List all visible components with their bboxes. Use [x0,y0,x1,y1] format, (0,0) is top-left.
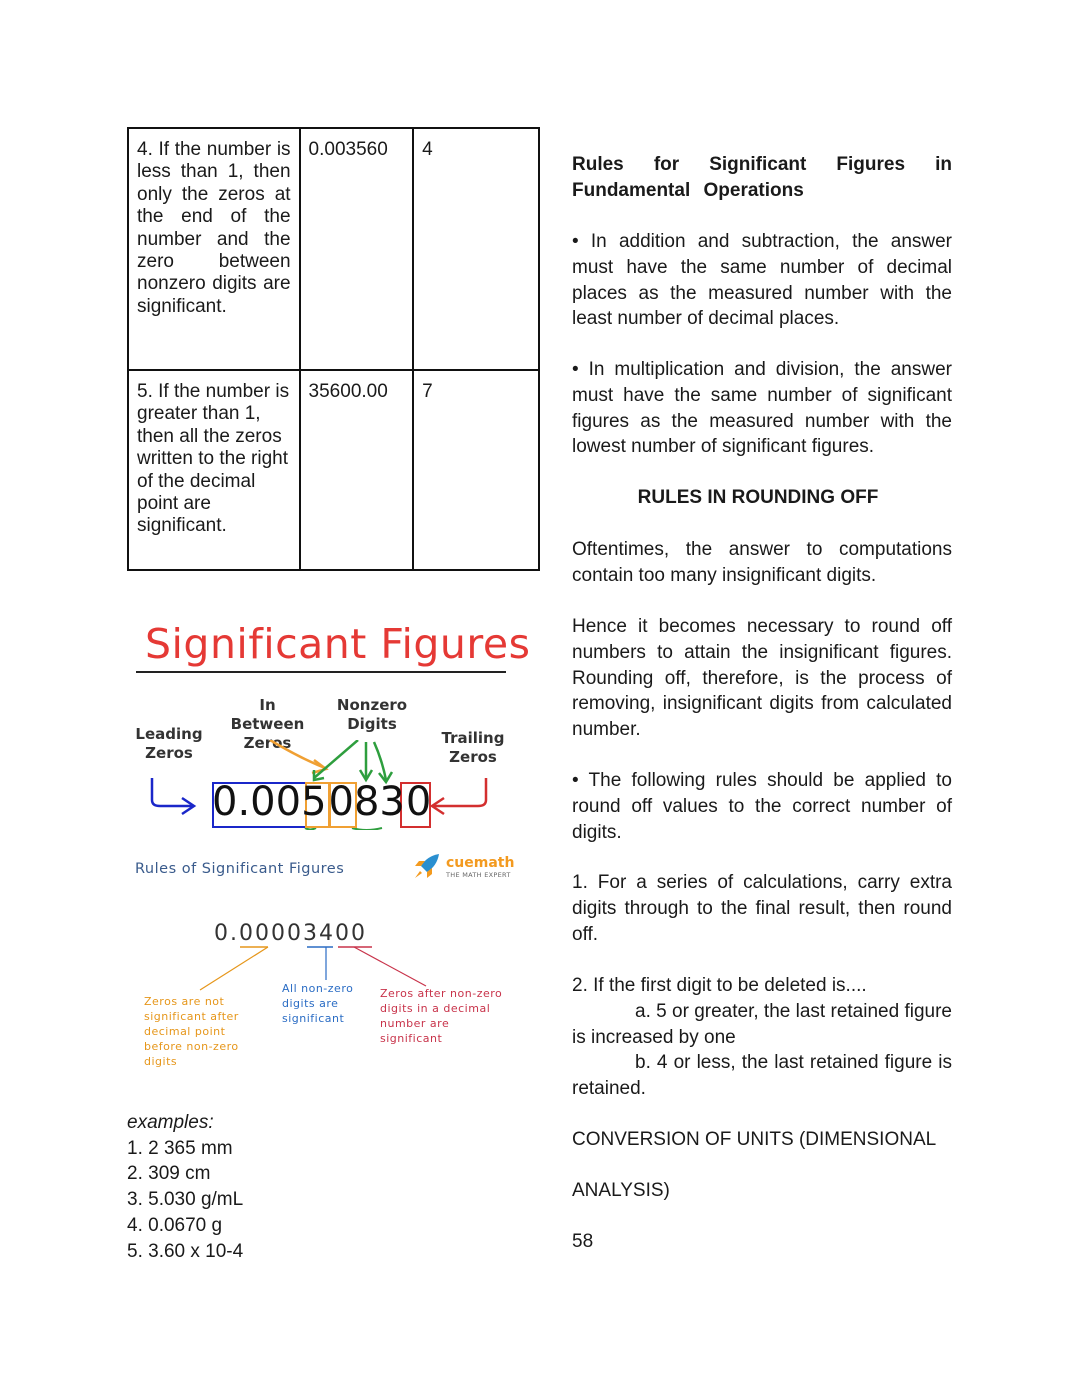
paragraph: Oftentimes, the answer to computations contain too many insignificant digits. [572,539,952,586]
rounding-rule-1: 1. For a series of calculations, carry extra digits through to the final result, then round off. [572,872,952,945]
figure-caption: Rules of Significant Figures [135,861,345,877]
figure2-number: 0.00003400 [214,921,367,946]
example-cell: 0.003560 [300,128,414,370]
label-in-between-zeros: In Between Zeros [230,696,305,752]
title-underline [136,671,506,673]
list-item: 1. 2 365 mm [127,1137,233,1159]
section-heading: Rules for Significant Figures in Fundamental Operations [572,154,952,201]
list-item: 5. 3.60 x 10-4 [127,1240,244,1262]
note-trailing-zeros: Zeros after non-zero digits in a decimal number are significant [380,987,503,1045]
label-nonzero-digits: Nonzero Digits [336,696,408,733]
paragraph: Hence it becomes necessary to round off numbers to attain the insignificant figures. Rounding off, therefore, is the process of removing, insignificant digits from calculated number. [572,616,952,741]
examples-list [127,1110,243,1264]
example-number [212,781,431,827]
rounding-rule-2b: b. 4 or less, the last retained figure is retained. [572,1052,952,1099]
example-cell: 35600.00 [300,370,414,570]
list-item: 4. 0.0670 g [127,1214,223,1236]
rounding-heading: RULES IN ROUNDING OFF [637,487,879,508]
list-item: 2. 309 cm [127,1163,211,1185]
note-nonzero-digits: All non-zero digits are significant [282,982,354,1025]
rule-cell: 4. If the number is less than 1, then only the zeros at the end of the number and the zero between nonzero digits are significant. [128,128,300,370]
rounding-rule-2: 2. If the first digit to be deleted is.... [572,975,867,996]
label-leading-zeros: Leading Zeros [135,725,203,762]
note-leading-zeros: Zeros are not significant after decimal point before non-zero digits [144,995,239,1068]
rocket-icon [413,852,443,880]
examples-heading: examples: [127,1112,214,1133]
number-leading: 0.00 [212,779,302,825]
between-arrow [270,740,325,768]
bullet-rounding-rules: • The following rules should be applied to round off values to the correct number of digits. [572,770,952,843]
brand-tagline: THE MATH EXPERT [446,871,511,879]
number-between-zero: 0 [328,779,354,825]
number-83: 83 [353,779,405,825]
conversion-heading-line2: ANALYSIS) [572,1180,670,1201]
label-trailing-zeros: Trailing Zeros [441,729,505,766]
list-item: 3. 5.030 g/mL [127,1189,244,1211]
rounding-rule-2a: a. 5 or greater, the last retained figure is increased by one [572,1001,952,1048]
table-row [128,370,539,570]
bullet-addition: • In addition and subtraction, the answer must have the same number of decimal places as the measured number with the least number of decimal places. [572,231,952,330]
number-trailing-zero: 0 [405,779,432,825]
figure-title: Significant Figures [145,620,531,668]
rule-cell: 5. If the number is greater than 1, then all the zeros written to the right of the decimal point are significant. [128,370,300,570]
count-cell: 7 [413,370,539,570]
conversion-heading-line1: CONVERSION OF UNITS (DIMENSIONAL [572,1129,937,1150]
brand-logo: cuemath [446,855,515,871]
rules-table [127,127,540,571]
underline-83 [352,828,382,830]
bullet-multiplication: • In multiplication and division, the answer must have the same number of significant figures as the measured number with the lowest number of significant figures. [572,359,952,458]
count-cell: 4 [413,128,539,370]
underline-5 [305,828,316,830]
table-row [128,128,539,370]
nonzero-arrow [314,740,358,778]
number-5: 5 [301,779,327,825]
page-number: 58 [572,1231,594,1252]
